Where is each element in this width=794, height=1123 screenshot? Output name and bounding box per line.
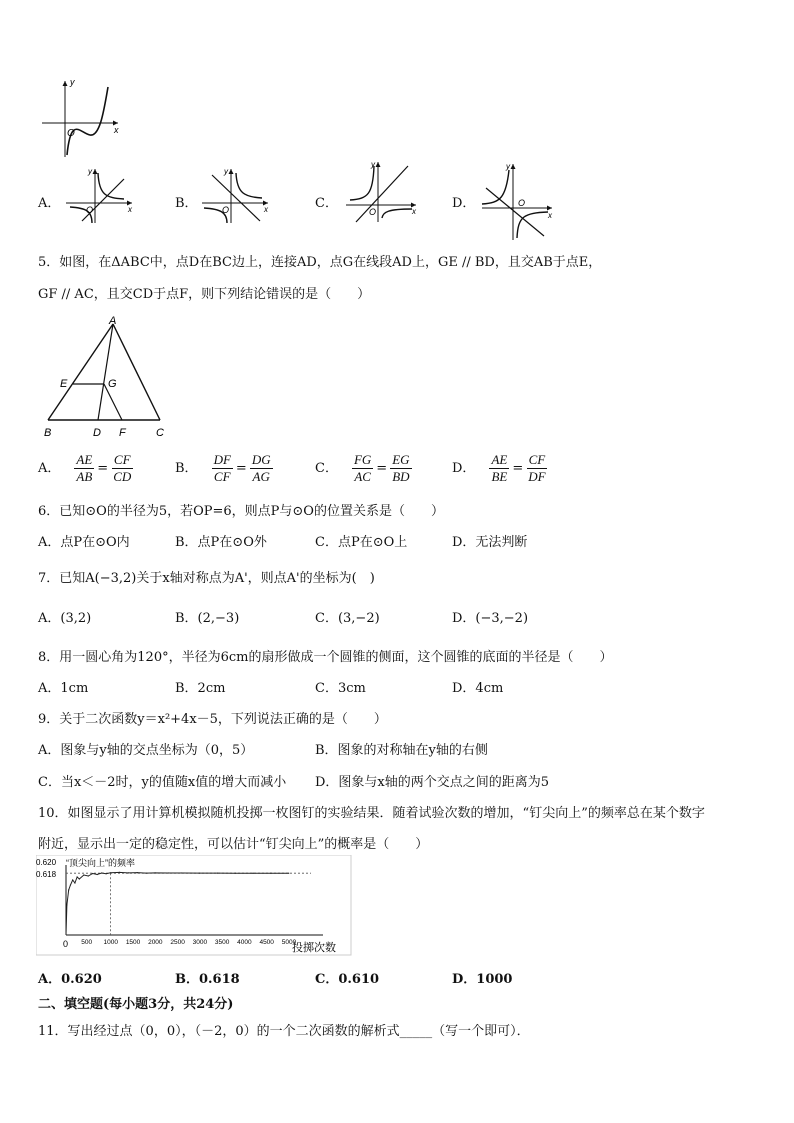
q10-option-d[interactable]: D．1000 xyxy=(452,972,513,987)
q6-option-a[interactable]: A．点P在⊙O内 xyxy=(38,535,130,550)
x-tick-label: 4000 xyxy=(237,939,252,946)
data-point xyxy=(217,873,218,874)
data-point xyxy=(70,884,71,885)
origin-label: O xyxy=(67,128,75,139)
data-point xyxy=(68,889,69,890)
svg-text:y: y xyxy=(506,162,510,171)
q8-option-c[interactable]: C．3cm xyxy=(315,681,366,696)
data-point xyxy=(154,872,155,873)
data-point xyxy=(77,876,78,877)
data-point xyxy=(137,872,138,873)
q10-stem-line1: 10．如图显示了用计算机模拟随机投掷一枚图钉的实验结果．随着试验次数的增加，“钉尖向上”的频率总在某个数字 xyxy=(38,806,705,821)
data-point xyxy=(270,873,271,874)
data-point xyxy=(74,882,75,883)
x-tick-label: 3000 xyxy=(192,939,208,946)
data-point xyxy=(83,874,84,875)
svg-text:x: x xyxy=(548,211,552,220)
q5-triangle-figure xyxy=(38,316,178,442)
q6-stem: 6．已知⊙O的半径为5，若OP=6，则点P与⊙O的位置关系是（ ） xyxy=(38,504,444,519)
q8-option-a[interactable]: A．1cm xyxy=(38,681,89,696)
data-point xyxy=(101,872,102,873)
option-label: C． xyxy=(315,196,338,211)
svg-text:y: y xyxy=(224,167,228,176)
x-tick-label: 4500 xyxy=(259,939,274,946)
vertex-g: G xyxy=(108,378,117,390)
axis-x-label: x xyxy=(114,125,119,135)
q4-option-b-graph xyxy=(198,165,273,225)
q4-option-a[interactable] xyxy=(38,192,60,211)
data-point xyxy=(128,872,129,873)
data-point xyxy=(168,872,169,873)
q7-option-d[interactable]: D．(−3,−2) xyxy=(452,611,529,626)
svg-text:O: O xyxy=(222,205,230,215)
vertex-d: D xyxy=(93,427,101,439)
q6-option-d[interactable]: D．无法判断 xyxy=(452,535,528,550)
option-label: D． xyxy=(452,196,476,211)
data-point xyxy=(110,872,111,873)
svg-text:x: x xyxy=(128,205,132,214)
q7-stem: 7．已知A(−3,2)关于x轴对称点为A'，则点A'的坐标为( ) xyxy=(38,571,375,586)
q10-option-c[interactable]: C．0.610 xyxy=(315,972,380,987)
frequency-chart xyxy=(36,855,356,957)
q4-option-d[interactable] xyxy=(452,192,475,211)
data-point xyxy=(119,872,120,873)
q8-option-b[interactable]: B．2cm xyxy=(175,681,226,696)
svg-text:O: O xyxy=(518,198,526,208)
svg-text:y: y xyxy=(371,160,375,169)
top-parabola-graph xyxy=(38,75,128,160)
x-tick-label: 5000 xyxy=(281,939,297,946)
q8-stem: 8．用一圆心角为120°，半径为6cm的扇形做成一个圆锥的侧面，这个圆锥的底面的半径是（ ） xyxy=(38,650,613,665)
option-label: B． xyxy=(175,196,198,211)
q10-option-b[interactable]: B．0.618 xyxy=(175,972,240,987)
q5-stem-line2: GF // AC，且交CD于点F，则下列结论错误的是（ ） xyxy=(38,287,371,302)
y-tick-label: 0.618 xyxy=(36,870,57,880)
data-point xyxy=(72,879,73,880)
data-point xyxy=(235,873,236,874)
q5-option-c[interactable]: C． $\frac{FG}{AC}$ = $\frac{EG}{BD}$ xyxy=(315,452,410,484)
vertex-f: F xyxy=(119,427,126,439)
q10-stem-line2: 附近，显示出一定的稳定性，可以估计“钉尖向上”的概率是（ ） xyxy=(38,837,429,852)
q7-option-c[interactable]: C．(3,−2) xyxy=(315,611,380,626)
x-tick-label: 1500 xyxy=(125,939,141,946)
q9-stem: 9．关于二次函数y＝x²+4x－5，下列说法正确的是（ ） xyxy=(38,712,387,727)
data-point xyxy=(181,872,182,873)
q4-option-c-graph xyxy=(342,158,422,224)
x-tick-label: 3500 xyxy=(214,939,230,946)
q4-option-a-graph xyxy=(62,165,137,225)
q5-option-a[interactable]: A． $\frac{AE}{AB}$ = $\frac{CF}{CD}$ xyxy=(38,452,132,484)
q4-option-c[interactable] xyxy=(315,192,338,211)
q9-option-b[interactable]: B．图象的对称轴在y轴的右侧 xyxy=(315,743,488,758)
q9-option-d[interactable]: D．图象与x轴的两个交点之间的距离为5 xyxy=(315,775,550,790)
vertex-a: A xyxy=(109,316,117,327)
vertex-c: C xyxy=(156,427,164,439)
data-point xyxy=(288,873,289,874)
q4-option-b[interactable] xyxy=(175,192,198,211)
axis-y-label: y xyxy=(70,77,75,87)
vertex-e: E xyxy=(60,378,68,390)
svg-text:x: x xyxy=(264,205,268,214)
data-point xyxy=(146,873,147,874)
q6-option-c[interactable]: C．点P在⊙O上 xyxy=(315,535,408,550)
q6-option-b[interactable]: B．点P在⊙O外 xyxy=(175,535,267,550)
q5-stem-line1: 5．如图，在ΔABC中，点D在BC边上，连接AD，点G在线段AD上，GE // BD，且交AB于点E， xyxy=(38,255,602,270)
data-point xyxy=(66,904,67,905)
svg-text:O: O xyxy=(86,205,94,215)
x-tick-label: 0 xyxy=(63,939,69,949)
x-tick-label: 2000 xyxy=(148,939,163,946)
x-tick-label: 1000 xyxy=(103,939,119,946)
q9-option-a[interactable]: A．图象与y轴的交点坐标为（0，5） xyxy=(38,743,254,758)
section-title: 二、填空题(每小题3分，共24分) xyxy=(38,997,234,1012)
q8-option-d[interactable]: D．4cm xyxy=(452,681,504,696)
data-point xyxy=(88,875,89,876)
svg-text:O: O xyxy=(369,207,377,217)
q10-option-a[interactable]: A．0.620 xyxy=(38,972,102,987)
q5-option-d[interactable]: D． $\frac{AE}{BE}$ = $\frac{CF}{DF}$ xyxy=(452,452,546,484)
y-tick-label: 0.620 xyxy=(36,858,57,868)
q9-option-c[interactable]: C．当x＜－2时，y的值随x值的增大而减小 xyxy=(38,775,287,790)
q5-option-b[interactable]: B． $\frac{DF}{CF}$ = $\frac{DG}{AG}$ xyxy=(175,452,271,484)
data-point xyxy=(92,873,93,874)
vertex-b: B xyxy=(44,427,52,439)
chart-title: “顶尖向上”的频率 xyxy=(66,858,135,868)
data-point xyxy=(105,873,106,874)
data-point xyxy=(97,874,98,875)
svg-text:x: x xyxy=(412,207,416,216)
data-point xyxy=(252,873,253,874)
data-point xyxy=(199,873,200,874)
q7-option-b[interactable]: B．(2,−3) xyxy=(175,611,240,626)
q11-stem: 11．写出经过点（0，0），（－2，0）的一个二次函数的解析式_____（写一个即可）． xyxy=(38,1024,530,1039)
option-label: A． xyxy=(38,196,61,211)
x-tick-label: 2500 xyxy=(170,939,185,946)
data-point xyxy=(79,878,80,879)
svg-text:y: y xyxy=(88,167,92,176)
x-axis-label: 投掷次数 xyxy=(292,942,336,954)
frequency-series-line xyxy=(66,872,289,935)
x-tick-label: 500 xyxy=(81,939,93,946)
q7-option-a[interactable]: A．(3,2) xyxy=(38,611,92,626)
q4-option-d-graph xyxy=(478,160,558,242)
